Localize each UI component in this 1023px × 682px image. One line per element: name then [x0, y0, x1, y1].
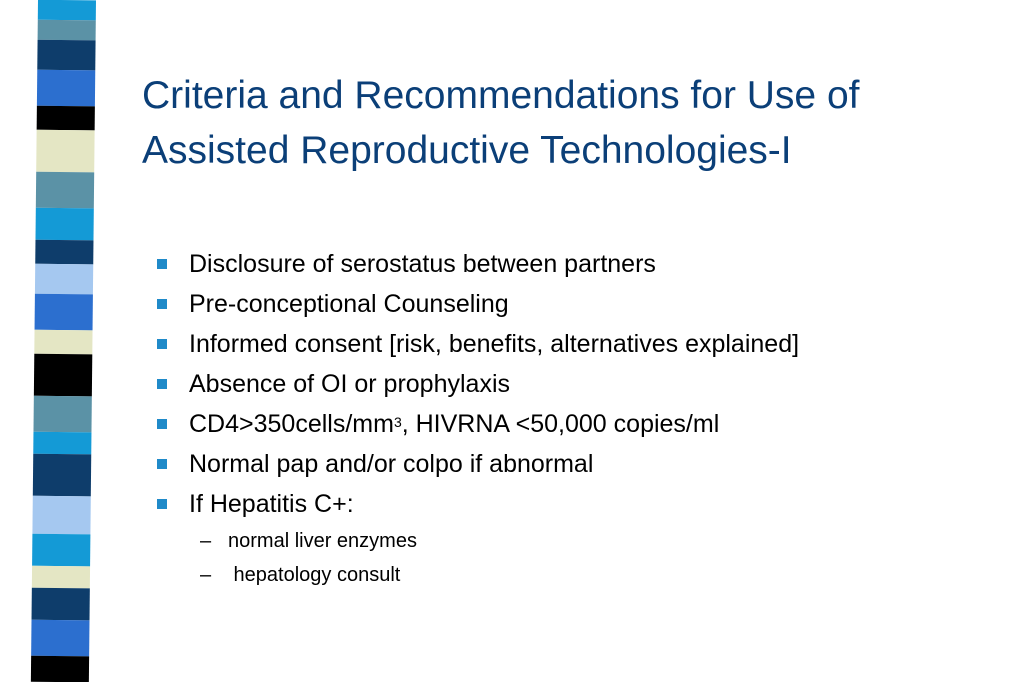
cd4-superscript: 3 [393, 414, 402, 430]
square-bullet-icon [157, 339, 167, 349]
decorative-stripe-sidebar [0, 0, 118, 682]
bullet-item [155, 447, 799, 487]
sub-bullet-text: hepatology consult [228, 564, 401, 586]
bullet-text: Normal pap and/or colpo if abnormal [189, 450, 594, 478]
square-bullet-icon [157, 299, 167, 309]
bullet-item [155, 327, 799, 367]
bullet-text: Absence of OI or prophylaxis [189, 370, 510, 398]
bullet-text: Disclosure of serostatus between partners [189, 250, 656, 278]
title-line-1: Criteria and Recommendations for Use of [142, 74, 860, 117]
slide-title [142, 68, 1002, 178]
bullet-item [155, 487, 799, 527]
sub-bullet-item [155, 527, 799, 561]
square-bullet-icon [157, 419, 167, 429]
bullet-item-cd4 [155, 407, 799, 447]
dash-marker: – [200, 564, 212, 586]
bullet-item [155, 367, 799, 407]
cd4-suffix: , HIVRNA <50,000 copies/ml [401, 410, 720, 438]
square-bullet-icon [157, 379, 167, 389]
bullet-list [155, 247, 799, 595]
square-bullet-icon [157, 459, 167, 469]
bullet-text: Pre-conceptional Counseling [189, 290, 509, 318]
cd4-prefix: CD4>350cells/mm [189, 410, 394, 438]
dash-marker: – [200, 530, 212, 552]
bullet-item [155, 247, 799, 287]
bullet-text: Informed consent [risk, benefits, alternatives explained] [189, 330, 800, 358]
title-line-2: Assisted Reproductive Technologies-I [142, 129, 792, 172]
bullet-text: If Hepatitis C+: [189, 490, 354, 518]
sub-bullet-text: normal liver enzymes [228, 530, 417, 552]
bullet-item [155, 287, 799, 327]
sub-bullet-item [155, 561, 799, 595]
square-bullet-icon [157, 499, 167, 509]
square-bullet-icon [157, 259, 167, 269]
